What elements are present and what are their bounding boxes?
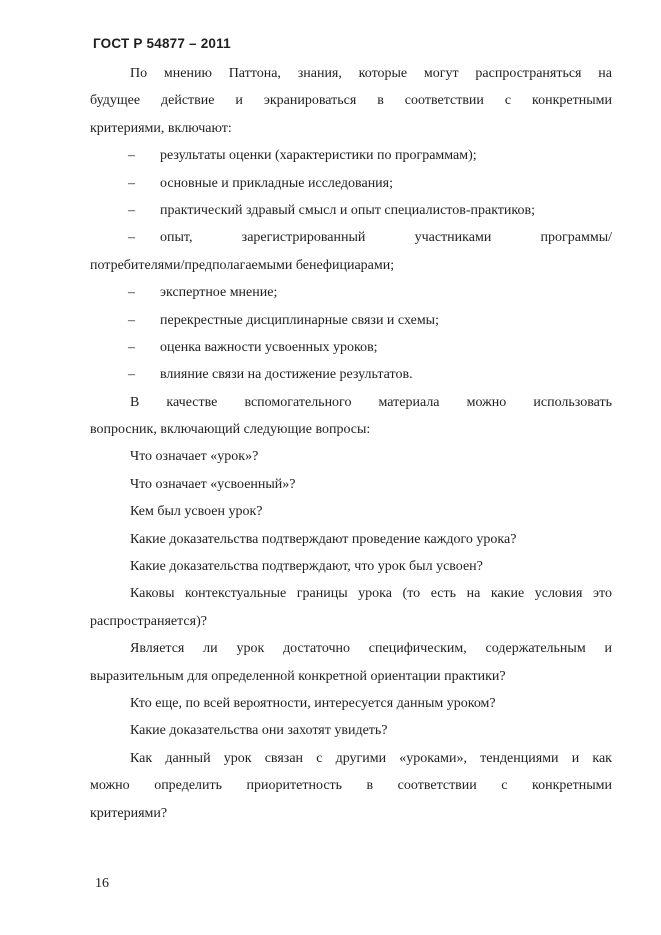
text-line: вопросник, включающий следующие вопросы:	[90, 422, 371, 438]
text-line: будущее действие и экранироваться в соответствии с конкретными	[90, 93, 612, 109]
question-line: Что означает «усвоенный»?	[130, 476, 296, 492]
page-number: 16	[95, 876, 109, 891]
list-item-text: основные и прикладные исследования;	[160, 175, 394, 191]
list-item	[90, 361, 612, 388]
list-item-text: оценка важности усвоенных уроков;	[160, 339, 378, 355]
bullet-dash: –	[128, 367, 135, 383]
list-item	[90, 279, 612, 306]
list-item	[90, 224, 612, 251]
bullet-dash: –	[128, 148, 135, 164]
list-item-text: опыт, зарегистрированный участниками программы/	[160, 230, 612, 246]
list-item	[90, 142, 612, 169]
text-line: По мнению Паттона, знания, которые могут распространяться на	[130, 66, 612, 81]
question-line: Какие доказательства подтверждают, что урок был усвоен?	[130, 559, 483, 575]
text-line: В качестве вспомогательного материала можно использовать	[130, 394, 612, 410]
question-line: распространяется)?	[90, 613, 207, 629]
list-item	[90, 197, 612, 224]
question-line: Каковы контекстуальные границы урока (то есть на какие условия это	[130, 586, 612, 602]
bullet-dash: –	[128, 285, 135, 301]
text-line: потребителями/предполагаемыми бенефициарами;	[90, 257, 395, 273]
document-header: ГОСТ Р 54877 – 2011	[93, 36, 231, 51]
list-item-text: перекрестные дисциплинарные связи и схемы;	[160, 312, 439, 328]
question-line: Кто еще, по всей вероятности, интересуется данным уроком?	[130, 695, 496, 711]
question-line: Что означает «урок»?	[130, 449, 259, 465]
list-item-text: практический здравый смысл и опыт специалистов-практиков;	[160, 202, 536, 218]
list-item	[90, 170, 612, 197]
question-line: выразительным для определенной конкретной ориентации практики?	[90, 668, 506, 684]
bullet-dash: –	[128, 202, 135, 218]
bullet-dash: –	[128, 339, 135, 355]
list-item	[90, 334, 612, 361]
bullet-dash: –	[128, 175, 135, 191]
bullet-dash: –	[128, 312, 135, 328]
bullet-dash: –	[128, 230, 135, 246]
question-line: Какие доказательства они захотят увидеть?	[130, 723, 388, 739]
document-body	[90, 60, 612, 827]
text-line: критериями, включают:	[90, 120, 232, 136]
question-line: Какие доказательства подтверждают проведение каждого урока?	[130, 531, 517, 547]
question-line: Является ли урок достаточно специфическим, содержательным и	[130, 641, 612, 657]
question-line: Как данный урок связан с другими «уроками», тенденциями и как	[130, 750, 612, 766]
list-item-text: результаты оценки (характеристики по программам);	[160, 148, 477, 164]
question-line: Кем был усвоен урок?	[130, 504, 263, 520]
question-line: можно определить приоритетность в соответствии с конкретными	[90, 778, 612, 794]
list-item	[90, 307, 612, 334]
question-line: критериями?	[90, 805, 168, 821]
list-item-text: влияние связи на достижение результатов.	[160, 367, 413, 383]
list-item-text: экспертное мнение;	[160, 285, 278, 301]
